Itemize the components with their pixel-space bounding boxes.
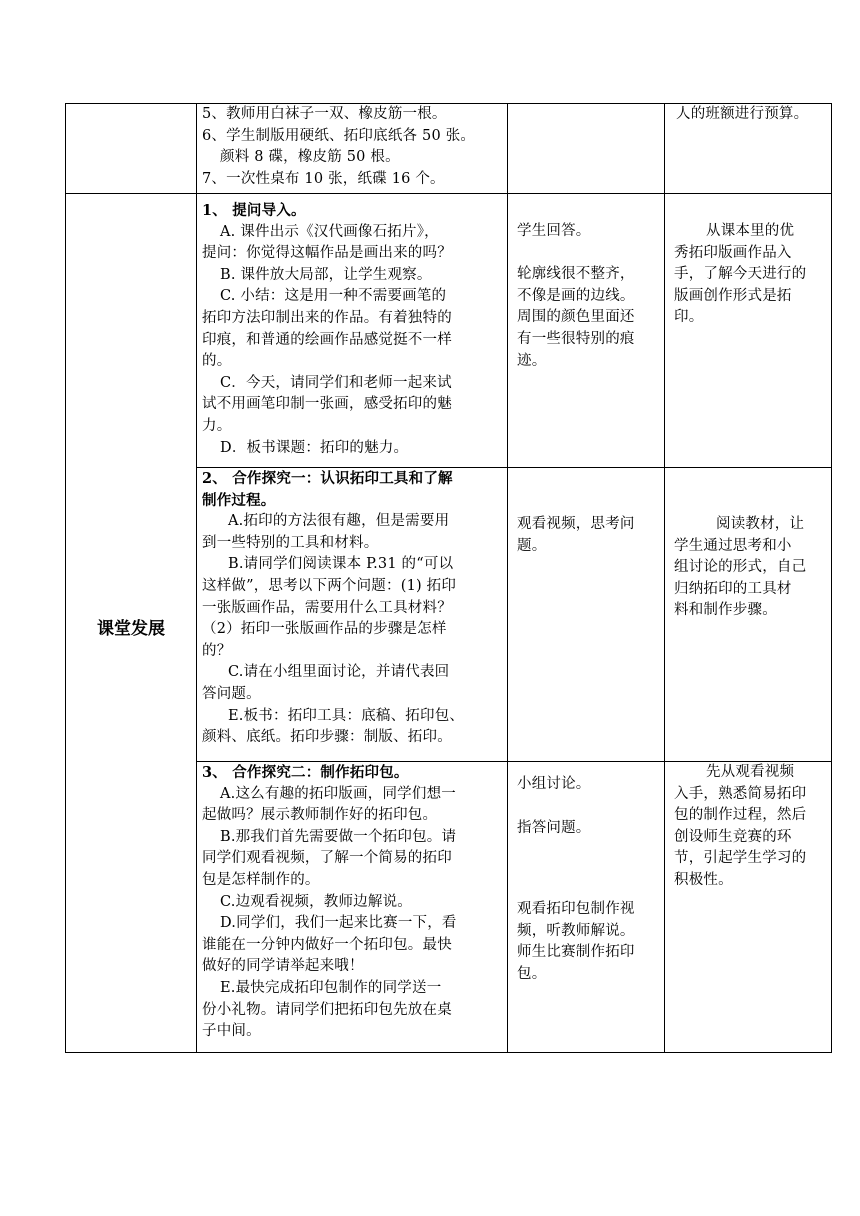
text-line: A.这么有趣的拓印版画，同学们想一 xyxy=(220,785,456,802)
text-line: 阅读教材，让 xyxy=(716,516,805,532)
blank-line xyxy=(517,243,662,265)
row-2-aim xyxy=(674,514,827,622)
text-line: 包。 xyxy=(517,965,547,982)
text-line: （2）拓印一张版画作品的步骤是怎样 xyxy=(202,621,447,638)
row-2-teacher xyxy=(202,468,502,749)
text-line: 从课本里的优 xyxy=(706,223,795,239)
text-line: 师生比赛制作拓印 xyxy=(517,944,635,961)
text-line: C. 小结：这是用一种不需要画笔的 xyxy=(220,288,447,305)
row-2-student-c-text: 指答问题。 xyxy=(517,820,591,836)
text-line: 组讨论的形式，自己 xyxy=(674,559,807,576)
text-line: E.板书：拓印工具：底稿、拓印包、 xyxy=(228,707,465,724)
row-divider-1 xyxy=(66,193,831,194)
text-line: 先从观看视频 xyxy=(706,764,795,780)
row-prep-teacher xyxy=(202,104,502,190)
text-line: 版画创作形式是拓 xyxy=(674,287,792,304)
text-line: 包的制作过程，然后 xyxy=(674,807,807,824)
text-line: 有一些很特别的痕 xyxy=(517,330,635,347)
text-line: 起做吗？展示教师制作好的拓印包。 xyxy=(202,807,438,824)
text-line: C.边观看视频，教师边解说。 xyxy=(220,893,412,910)
text-line: 5、教师用白袜子一双、橡皮筋一根。 xyxy=(202,106,447,122)
text-line: 创设师生竞赛的环 xyxy=(674,828,792,845)
text-line: C.请在小组里面讨论，并请代表回 xyxy=(228,664,450,681)
text-line: 试不用画笔印制一张画，感受拓印的魅 xyxy=(202,396,452,413)
row-2-heading: 2、 合作探究一：认识拓印工具和了解 xyxy=(202,470,453,487)
text-line: B. 课件放大局部，让学生观察。 xyxy=(220,266,432,283)
text-line: 这样做”，思考以下两个问题：(1) 拓印 xyxy=(202,577,457,594)
text-line: 题。 xyxy=(517,537,547,554)
text-line: D．板书课题：拓印的魅力。 xyxy=(220,439,409,456)
text-line: 人的班额进行预算。 xyxy=(676,106,809,122)
text-line: 答问题。 xyxy=(202,685,261,702)
row-prep-aim xyxy=(676,104,831,126)
text-line: D.同学们，我们一起来比赛一下，看 xyxy=(220,915,457,932)
text-line: 7、一次性桌布 10 张，纸碟 16 个。 xyxy=(202,170,445,187)
row-1-heading: 1、 提问导入。 xyxy=(202,202,306,219)
text-line: 迹。 xyxy=(517,352,547,369)
text-line: 手，了解今天进行的 xyxy=(674,266,807,283)
text-line: 同学们观看视频，了解一个简易的拓印 xyxy=(202,850,452,867)
text-line: 6、学生制版用硬纸、拓印底纸各 50 张。 xyxy=(202,127,476,144)
text-line: B.那我们首先需要做一个拓印包。请 xyxy=(220,828,457,845)
text-line: 力。 xyxy=(202,417,232,434)
text-line: 归纳拓印的工具材 xyxy=(674,580,792,597)
row-3-student xyxy=(517,899,662,985)
row-3-heading: 3、 合作探究二：制作拓印包。 xyxy=(202,764,409,781)
text-line: B.请同学们阅读课本 P.31 的“可以 xyxy=(228,556,454,573)
text-line: 子中间。 xyxy=(202,1023,261,1040)
text-line: 不像是画的边线。 xyxy=(517,287,635,304)
text-line: 周围的颜色里面还 xyxy=(517,309,635,326)
text-line: 拓印方法印制出来的作品。有着独特的 xyxy=(202,309,452,326)
text-line: 份小礼物。请同学们把拓印包先放在桌 xyxy=(202,1001,452,1018)
text-line: 轮廓线很不整齐， xyxy=(517,266,635,283)
text-line: 学生回答。 xyxy=(517,223,591,239)
row-1-student xyxy=(517,221,662,372)
text-line: E.最快完成拓印包制作的同学送一 xyxy=(220,979,442,996)
text-line: 做好的同学请举起来哦！ xyxy=(202,958,364,975)
text-line: 入手，熟悉简易拓印 xyxy=(674,785,807,802)
text-line: 秀拓印版画作品入 xyxy=(674,244,792,261)
row-1-teacher xyxy=(202,200,502,459)
text-line: 谁能在一分钟内做好一个拓印包。最快 xyxy=(202,936,452,953)
text-line: 观看视频，思考问 xyxy=(517,516,635,532)
text-line: C．今天，请同学们和老师一起来试 xyxy=(220,374,452,391)
row-2-student-b-text: 小组讨论。 xyxy=(517,776,591,792)
lesson-table xyxy=(65,103,832,1053)
text-line: 一张版画作品，需要用什么工具材料？ xyxy=(202,599,452,616)
row-3-aim xyxy=(674,762,827,892)
text-line: 观看拓印包制作视 xyxy=(517,901,635,917)
row-2-heading-cont: 制作过程。 xyxy=(202,491,276,509)
row-1-aim xyxy=(674,221,827,329)
text-line: 积极性。 xyxy=(674,871,733,888)
text-line: 频，听教师解说。 xyxy=(517,922,635,939)
text-line: 到一些特别的工具和材料。 xyxy=(202,534,379,551)
text-line: 包是怎样制作的。 xyxy=(202,871,320,888)
text-line: 颜料 8 碟，橡皮筋 50 根。 xyxy=(220,149,400,166)
text-line: 学生通过思考和小 xyxy=(674,537,792,554)
text-line: A. 课件出示《汉代画像石拓片》， xyxy=(220,223,439,240)
text-line: 料和制作步骤。 xyxy=(674,602,777,619)
text-line: 的。 xyxy=(202,353,232,370)
row-prep xyxy=(66,104,831,193)
row-3-teacher xyxy=(202,762,502,1043)
text-line: 印。 xyxy=(674,309,704,326)
row-3 xyxy=(66,762,831,1053)
row-2-student-a xyxy=(517,514,662,557)
text-line: 印痕，和普通的绘画作品感觉挺不一样 xyxy=(202,331,452,348)
text-line: 节，引起学生学习的 xyxy=(674,850,807,867)
text-line: 提问：你觉得这幅作品是画出来的吗？ xyxy=(202,245,452,262)
row-1 xyxy=(66,200,831,467)
text-line: 颜料、底纸。拓印步骤：制版、拓印。 xyxy=(202,729,452,746)
text-line: 的？ xyxy=(202,642,232,659)
section-label: 课堂发展 xyxy=(97,619,165,639)
text-line: A.拓印的方法很有趣，但是需要用 xyxy=(228,513,450,530)
